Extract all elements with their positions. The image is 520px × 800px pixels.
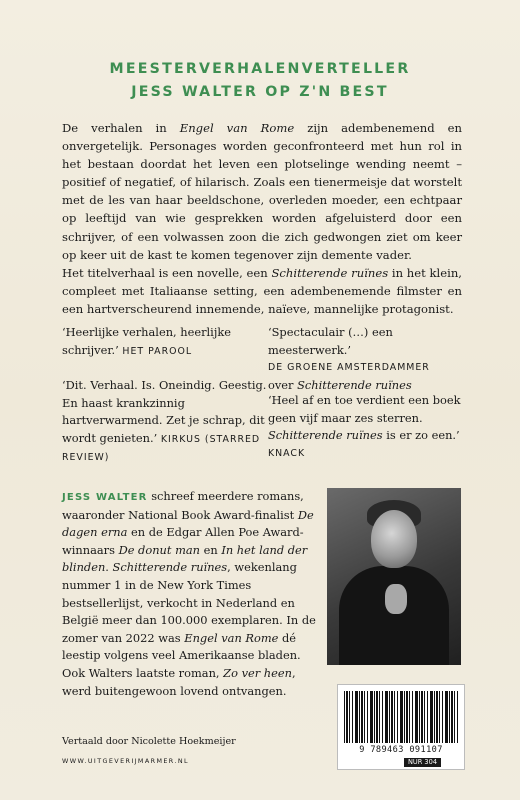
author-photo-jacket [339,566,449,665]
blurb-paragraph-1 [62,119,462,264]
quote-source: HET PAROOL [122,345,193,357]
publisher-website: WWW.UITGEVERIJMARMER.NL [62,757,189,765]
author-bio [62,488,319,700]
blurb-text-span: in het klein, compleet met Italiaanse setting, een adembenemende filmster en een hartverscheurend innemende, naïeve, mannelijke protagonist. [62,265,462,316]
blurb-text [62,119,462,318]
book-title: Engel van Rome [184,630,279,645]
quote-source: KIRKUS (STARRED REVIEW) [62,433,261,464]
blurb-text-span: De verhalen in [62,121,180,135]
quote-source: KNACK [268,447,306,459]
bio-text: dé leestip volgens veel Amerikaanse bladen. Ook Walters laatste roman, [62,630,301,680]
book-title: Schitterende ruïnes [268,428,383,443]
bio-text: , werd buitengewoon lovend ontvangen. [62,665,296,698]
quote-text: ‘Heerlijke verhalen, heerlijke schrijver.’ [62,325,231,357]
bio-text: en de Edgar Allen Poe Award-winnaars [62,525,304,557]
book-title: Zo ver heen [223,665,292,680]
quote-text: over [268,377,298,392]
book-title: De donut man [118,542,201,557]
quote-text: ‘Dit. Verhaal. Is. Oneindig. Geestig. En haast krankzinnig hartverwarmend. Zet je schrap, dit wordt genieten.’ [62,378,267,445]
bio-text: , wekenlang nummer 1 in de New York Times bestsellerlijst, verkocht in Nederland en België meer dan 100.000 exemplaren. In de zomer van 2022 was [62,560,316,645]
bio-text: . [105,560,113,575]
review-quote-parool [62,324,257,360]
blurb-paragraph-2 [62,264,462,318]
review-quote-kirkus [62,377,267,467]
author-photo [327,488,461,665]
quote-text: ‘Spectaculair (…) een meesterwerk.’ [268,325,393,357]
translator-credit: Vertaald door Nicolette Hoekmeijer [62,736,236,747]
book-title: Engel van Rome [179,121,295,135]
author-photo-hand [385,584,407,614]
quote-text: is er zo een.’ [382,428,460,443]
headline-line-1: MEESTERVERHALENVERTELLER [109,61,411,77]
book-title: Schitterende ruïnes [271,265,389,280]
isbn-number: 9 789463 091107 [359,745,443,755]
barcode-bars [344,691,458,743]
quote-text: ‘Heel af en toe verdient een boek geen vijf maar zes sterren. [268,393,461,425]
blurb-text-span: zijn adembenemend en onvergetelijk. Personages worden geconfronteerd met hun rol in het bestaan doordat het leven een plotselinge wending neemt – positief of negatief, of hilarisch. Zoals een tienermeisje dat worstelt met de les van haar beeldschone, overleden moeder, een echtpaar op leeftijd van wie gesprekken worden afgeluisterd door een schrijver, of een volwassen zoon die zich gedwongen ziet om keer op keer uit de kast te komen tegenover zijn demente vader. [62,121,462,262]
cover-headline [0,58,520,104]
isbn-barcode [337,684,465,770]
book-title: Schitterende ruïnes [297,377,412,392]
review-quote-groene [268,324,473,394]
bio-text: en [200,542,222,557]
review-quote-knack [268,392,473,462]
book-title: Schitterende ruïnes [112,560,228,575]
bio-text: schreef meerdere romans, waaronder National Book Award-finalist [62,489,304,522]
author-name: JESS WALTER [62,492,148,503]
blurb-text-span: Het titelverhaal is een novelle, een [62,265,272,280]
book-title: De dagen erna [62,507,314,540]
nur-code: NUR 304 [404,758,441,767]
book-title: In het land der blinden [62,542,308,575]
quote-source: DE GROENE AMSTERDAMMER [268,362,430,374]
headline-line-2: JESS WALTER OP Z'N BEST [131,84,389,100]
author-photo-face [371,510,417,568]
